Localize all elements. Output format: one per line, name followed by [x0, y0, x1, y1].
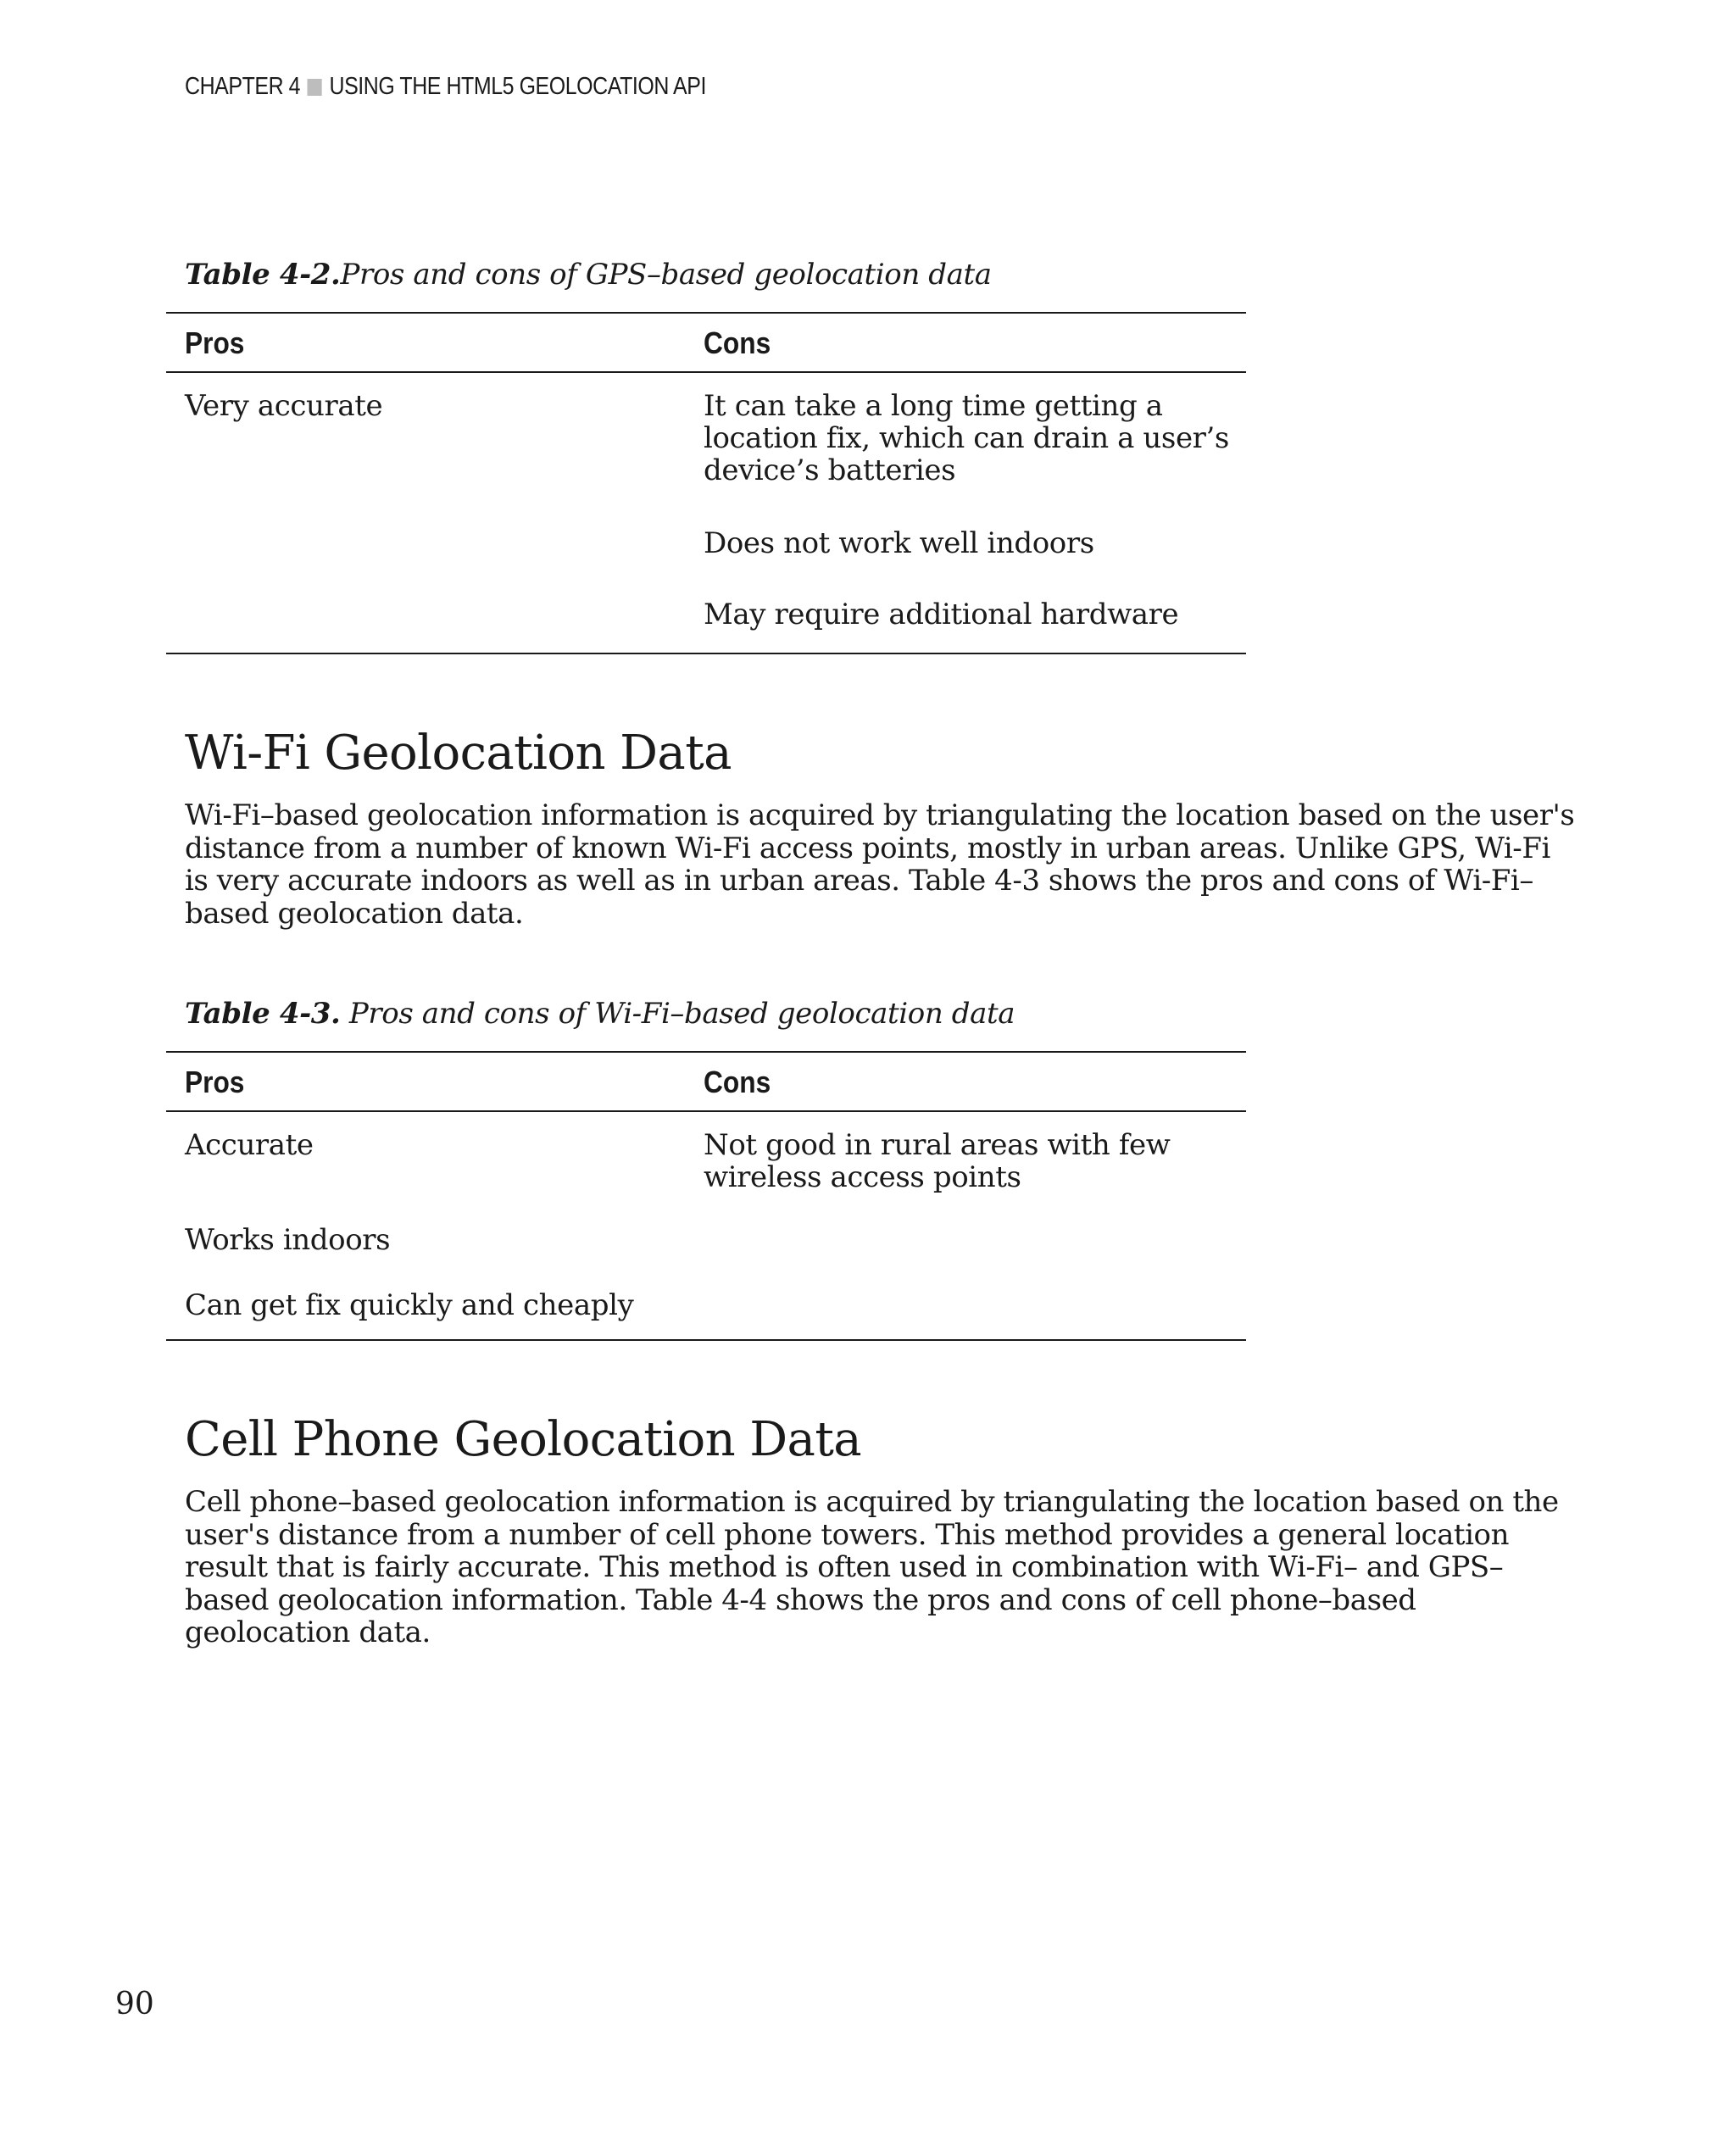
- table-cell-pros: Accurate: [185, 1128, 314, 1162]
- table-header-rule: [166, 1110, 1246, 1112]
- table-top-rule: [166, 312, 1246, 314]
- column-header-pros: Pros: [185, 325, 245, 360]
- column-header-cons: Cons: [704, 325, 771, 360]
- table-cell-cons: Does not work well indoors: [704, 526, 1094, 560]
- table-4-2-caption-text: Pros and cons of GPS–based geolocation data: [340, 258, 992, 292]
- table-bottom-rule: [166, 1339, 1246, 1341]
- paragraph-cell-phone: Cell phone–based geolocation information is acquired by triangulating the location based on the user's distance from a number of cell phone towers. This method provides a general location result that is fairly accurate. This method is often used in combination with Wi-Fi– and GPS–based geolocation information. Table 4-4 shows the pros and cons of cell phone–based geolocation data.: [185, 1485, 1559, 1649]
- table-top-rule: [166, 1051, 1246, 1053]
- table-cell-cons: May require additional hardware: [704, 598, 1179, 631]
- table-cell-pros: Works indoors: [185, 1223, 391, 1257]
- table-4-2: [166, 312, 1246, 654]
- table-header-rule: [166, 371, 1246, 373]
- running-head-title: USING THE HTML5 GEOLOCATION API: [329, 73, 706, 100]
- running-head: [185, 73, 706, 101]
- table-4-3-caption-text: Pros and cons of Wi-Fi–based geolocation data: [348, 997, 1015, 1031]
- section-title-cell-phone: Cell Phone Geolocation Data: [185, 1412, 862, 1467]
- table-4-2-label: Table 4-2.: [185, 258, 341, 292]
- table-bottom-rule: [166, 653, 1246, 654]
- table-cell-cons: Not good in rural areas with few wireless access points: [704, 1128, 1171, 1194]
- column-header-cons: Cons: [704, 1065, 771, 1099]
- running-head-chapter: CHAPTER 4: [185, 73, 301, 100]
- paragraph-wifi: Wi-Fi–based geolocation information is acquired by triangulating the location based on the user's distance from a number of known Wi-Fi access points, mostly in urban areas. Unlike GPS, Wi-Fi is very accurate indoors as well as in urban areas. Table 4-3 shows the pros and cons of Wi-Fi–based geolocation data.: [185, 798, 1575, 931]
- page-number: 90: [115, 1987, 154, 2021]
- table-cell-pros: Can get fix quickly and cheaply: [185, 1288, 634, 1322]
- table-cell-pros: Very accurate: [185, 389, 383, 423]
- table-4-3: [166, 1051, 1246, 1341]
- table-4-3-label: Table 4-3.: [185, 997, 341, 1031]
- table-4-3-caption: [185, 997, 1015, 1031]
- section-title-wifi: Wi-Fi Geolocation Data: [185, 726, 732, 781]
- table-cell-cons: It can take a long time getting a location fix, which can drain a user’s device’s batteries: [704, 389, 1229, 487]
- column-header-pros: Pros: [185, 1065, 245, 1099]
- square-bullet-icon: [308, 79, 322, 96]
- table-4-2-caption: [185, 258, 992, 292]
